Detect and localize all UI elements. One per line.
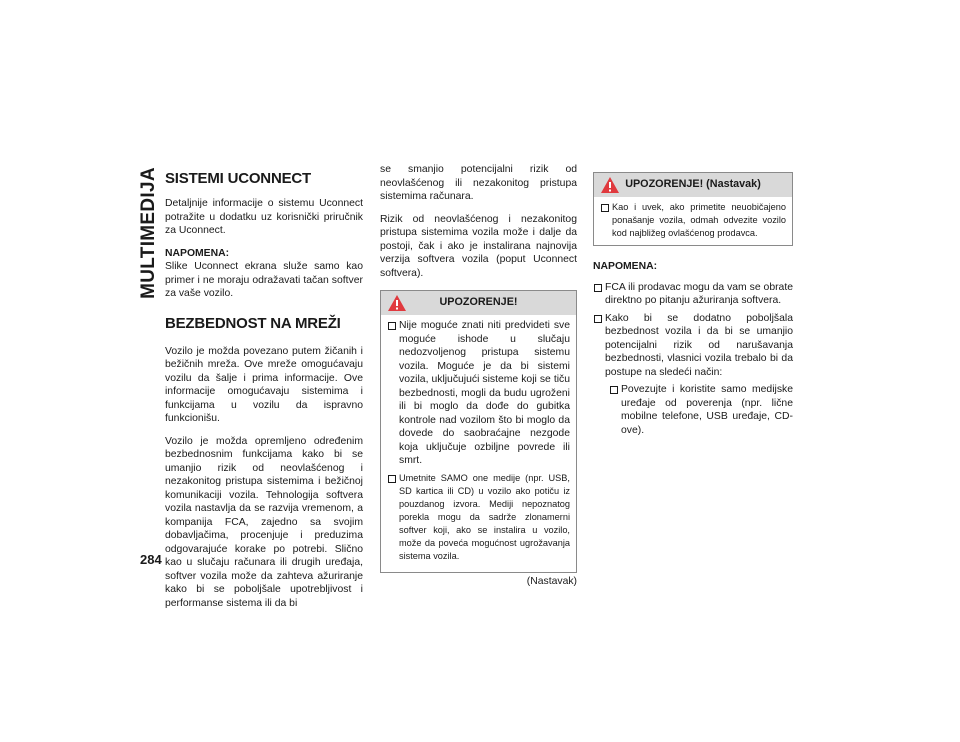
column-left	[165, 170, 363, 610]
warning-triangle-icon	[387, 294, 407, 312]
heading-network-security: BEZBEDNOST NA MREŽI	[165, 314, 341, 332]
warning-body	[381, 315, 576, 572]
note-title: NAPOMENA:	[165, 247, 230, 259]
warning-item: Kao i uvek, ako primetite neuobičajeno ponašanje vozila, odmah odvezite vozilo kod najbližeg ovlašćenog prodavca.	[600, 201, 786, 240]
column-right	[593, 172, 793, 441]
note-bullet: Kako bi se dodatno poboljšala bezbednost vozila i da bi se umanjio potencijalni rizik od narušavanja bezbednosti, vlasnici vozila trebalo bi da postupe na sledeći način:	[593, 312, 793, 380]
paragraph-networks: Vozilo je možda povezano putem žičanih i bežičnih mreža. Ove mreže omogućavaju vozilu da šalje i prima informacije. Ove informacije omogućavaju sistemima i funkcijama u vozilu da ispravno funkcionišu.	[165, 345, 363, 424]
warning-title: UPOZORENJE! (Nastavak)	[625, 178, 761, 191]
heading-uconnect-systems: SISTEMI UCONNECT	[165, 170, 311, 187]
paragraph-uconnect-info: Detaljnije informacije o sistemu Uconnect potražite u dodatku uz korisnički priručnik za Uconnect.	[165, 198, 363, 236]
warning-triangle-icon	[600, 176, 620, 194]
warning-header	[594, 173, 792, 197]
continued-label: (Nastavak)	[526, 575, 577, 587]
warning-body	[594, 197, 792, 245]
warning-title: UPOZORENJE!	[439, 296, 518, 309]
note-title: NAPOMENA:	[593, 261, 658, 272]
section-side-title: MULTIMEDIJA	[138, 167, 159, 299]
column-middle	[380, 163, 577, 588]
paragraph-security-features: Vozilo je možda opremljeno određenim bezbednosnim funkcijama kako bi se umanjio rizik od neovlašćenog i nezakonitog pristupa sistemima i bežičnoj komunikaciji vozila. Tehnologija softvera vozila nastavlja da se razvija vremenom, a kompanija FCA, zajedno sa svojim dobavljačima, procenjuje i preduzima odgovarajuće korake po potrebi. Slično kao u slučaju računara ili drugih uređaja, softver vozila može da zahteva ažuriranje kako bi se poboljšale upotrebljivost i performanse sistema ili da bi	[165, 435, 363, 609]
warning-item: Umetnite SAMO one medije (npr. USB, SD kartica ili CD) u vozilo ako potiču iz pouzdanog izvora. Mediji nepoznatog porekla mogu da sadrže zlonamerni softver koji, ako se instalira u vozilo, može da poveća mogućnost ugrožavanja sistema vozila.	[387, 472, 570, 563]
paragraph-risk-reduction: se smanjio potencijalni rizik od neovlašćenog ili nezakonitog pristupa sistemima računara.	[380, 164, 577, 202]
warning-box	[380, 290, 577, 573]
note-bullets	[593, 281, 793, 438]
note-text: Slike Uconnect ekrana služe samo kao primer i ne moraju odražavati tačan softver za vaše vozilo.	[165, 261, 363, 299]
note-block	[165, 247, 363, 301]
warning-item: Nije moguće znati niti predvideti sve moguće ishode u slučaju nedozvoljenog pristupa sistemu vozila. Moguće je da bi sistemi vozila, uključujući sisteme koji se tiču bezbednosti, mogli da budu ugroženi ili bi moglo da dođe do gubitka kontrole nad vozilom što bi moglo da dovede do saobraćajne nezgode koja uključuje ozbiljne povrede ili smrt.	[387, 319, 570, 468]
warning-header	[381, 291, 576, 315]
note-sub-bullet: Povezujte i koristite samo medijske uređaje od poverenja (npr. lične mobilne telefone, USB uređaje, CD-ove).	[609, 383, 793, 437]
paragraph-unauthorized-access: Rizik od neovlašćenog i nezakonitog pristupa sistemima vozila može i dalje da postoji, čak i ako je instalirana najnovija verzija softvera vozila (poput Uconnect softvera).	[380, 213, 577, 279]
warning-box-continued	[593, 172, 793, 246]
note-bullet: FCA ili prodavac mogu da vam se obrate direktno po pitanju ažuriranja softvera.	[593, 281, 793, 308]
page-number: 284	[140, 552, 162, 567]
